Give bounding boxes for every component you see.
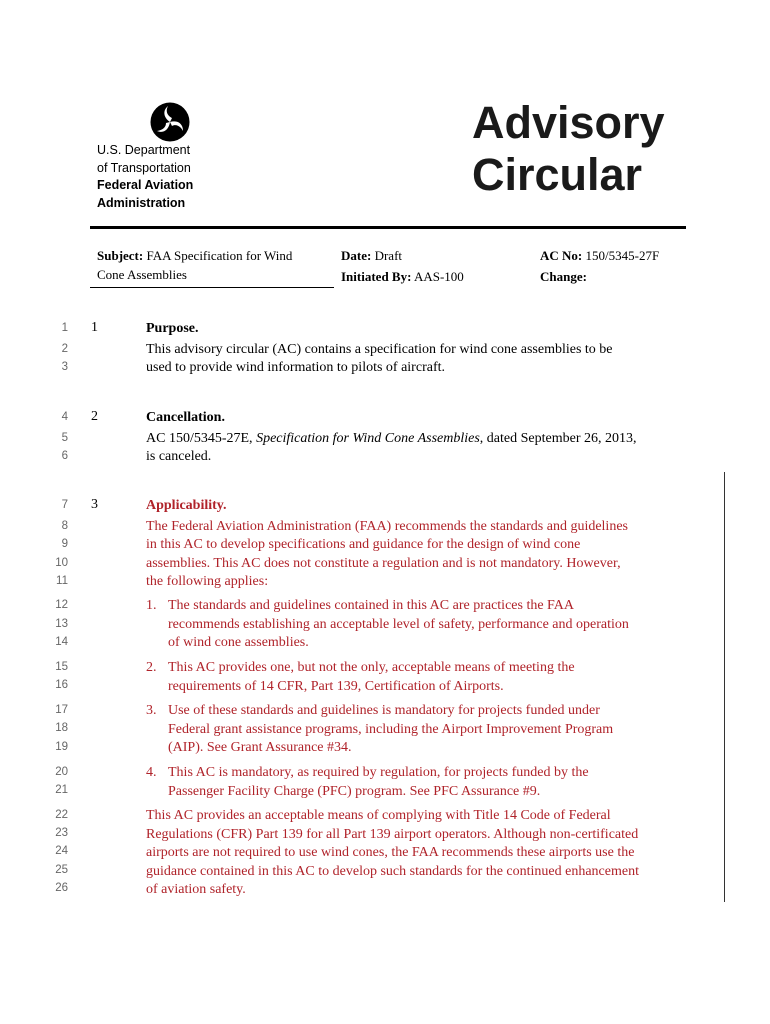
section-number: 1 [91, 320, 98, 335]
acno-block [540, 246, 659, 286]
document-reference: Specification for Wind Cone Assemblies [256, 430, 480, 446]
list-line: requirements of 14 CFR, Part 139, Certification of Airports. [168, 678, 504, 694]
line-number: 15 [55, 661, 68, 673]
title-line: Circular [472, 149, 643, 200]
date-label: Date: [341, 248, 372, 263]
text-run: , dated September 26, 2013, [479, 430, 637, 446]
list-item [146, 659, 706, 697]
date-value: Draft [374, 248, 403, 263]
list-line: Use of these standards and guidelines is mandatory for projects funded under [168, 703, 600, 718]
paragraph-line: guidance contained in this AC to develop such standards for the continued enhancement [146, 863, 639, 879]
line-number: 17 [55, 704, 68, 716]
subject-label: Subject: [97, 248, 144, 263]
section-purpose [146, 320, 613, 378]
section-heading: Applicability. [146, 498, 227, 513]
paragraph-line: is canceled. [146, 449, 212, 464]
list-item [146, 702, 706, 758]
change-label: Change: [540, 269, 587, 284]
list-line: This AC is mandatory, as required by regulation, for projects funded by the [168, 765, 589, 780]
section-heading: Cancellation. [146, 410, 225, 425]
list-line: (AIP). See Grant Assurance #34. [168, 740, 352, 755]
paragraph-line: assemblies. This AC does not constitute a regulation and is not mandatory. However, [146, 555, 621, 571]
line-number: 20 [55, 766, 68, 778]
list-line: recommends establishing an acceptable level of safety, performance and operation [168, 616, 629, 632]
line-number: 10 [55, 557, 68, 569]
line-number: 1 [61, 322, 68, 334]
line-number: 25 [55, 864, 68, 876]
line-number: 24 [55, 845, 68, 857]
list-line: This AC provides one, but not the only, acceptable means of meeting the [168, 660, 575, 675]
section-number: 3 [91, 497, 98, 512]
line-number: 18 [55, 722, 68, 734]
line-number: 2 [61, 343, 68, 355]
paragraph-line: This advisory circular (AC) contains a specification for wind cone assemblies to be [146, 341, 613, 357]
line-number: 26 [55, 882, 68, 894]
text-run: AC 150/5345-27E, [146, 430, 257, 446]
list-line: Passenger Facility Charge (PFC) program. See PFC Assurance #9. [168, 783, 541, 799]
list-number: 4. [146, 765, 157, 780]
line-number: 5 [61, 432, 68, 444]
acno-value: 150/5345-27F [585, 248, 660, 263]
closing-paragraph [146, 807, 639, 900]
paragraph-line: This AC provides an acceptable means of complying with Title 14 Code of Federal [146, 808, 611, 823]
list-number: 3. [146, 703, 157, 718]
line-number: 12 [55, 599, 68, 611]
line-number: 14 [55, 636, 68, 648]
paragraph-line: The Federal Aviation Administration (FAA) recommends the standards and guidelines [146, 518, 628, 534]
list-item [146, 764, 706, 802]
dot-triskelion-logo-icon [150, 102, 190, 142]
agency-name [97, 142, 193, 212]
document-title [472, 97, 665, 201]
acno-label: AC No: [540, 248, 583, 263]
list-line: The standards and guidelines contained in this AC are practices the FAA [168, 598, 575, 613]
initiated-value: AAS-100 [413, 269, 464, 284]
line-number: 9 [61, 538, 68, 550]
line-number: 8 [61, 520, 68, 532]
paragraph-line: Regulations (CFR) Part 139 for all Part 139 airport operators. Although non-certificated [146, 826, 639, 842]
title-line: Advisory [472, 97, 665, 148]
subject-value: FAA Specification for Wind [146, 248, 293, 263]
list-line: of wind cone assemblies. [168, 635, 309, 650]
paragraph-line [146, 430, 636, 449]
agency-line: Federal Aviation [97, 178, 194, 192]
line-number: 11 [56, 575, 68, 587]
line-number: 7 [61, 499, 68, 511]
subject-underline [90, 287, 334, 288]
line-number: 19 [55, 741, 68, 753]
section-cancellation [146, 409, 636, 467]
section-number: 2 [91, 409, 98, 424]
subject-block [97, 246, 333, 284]
header-divider [90, 226, 686, 229]
line-number: 3 [61, 361, 68, 373]
agency-line: of Transportation [97, 160, 191, 175]
list-number: 1. [146, 598, 157, 613]
paragraph-line: the following applies: [146, 574, 269, 589]
subject-value-cont: Cone Assemblies [97, 267, 187, 282]
line-number: 4 [61, 411, 68, 423]
line-number: 22 [55, 809, 68, 821]
agency-line: Administration [97, 195, 186, 210]
list-line: Federal grant assistance programs, including the Airport Improvement Program [168, 721, 614, 737]
agency-line: U.S. Department [97, 143, 191, 157]
line-number: 13 [55, 618, 68, 630]
paragraph-line: of aviation safety. [146, 882, 246, 897]
paragraph-line: used to provide wind information to pilots of aircraft. [146, 360, 445, 375]
line-number: 21 [55, 784, 68, 796]
line-number: 16 [55, 679, 68, 691]
revision-change-bar [724, 472, 725, 902]
paragraph-line: in this AC to develop specifications and guidance for the design of wind cone [146, 537, 581, 552]
list-number: 2. [146, 660, 157, 675]
date-block [341, 246, 464, 286]
paragraph-line: airports are not required to use wind cones, the FAA recommends these airports use the [146, 845, 635, 860]
section-heading: Purpose. [146, 321, 199, 336]
line-number: 23 [55, 827, 68, 839]
list-item [146, 597, 706, 653]
initiated-label: Initiated By: [341, 269, 412, 284]
line-number: 6 [61, 450, 68, 462]
section-applicability [146, 497, 628, 592]
